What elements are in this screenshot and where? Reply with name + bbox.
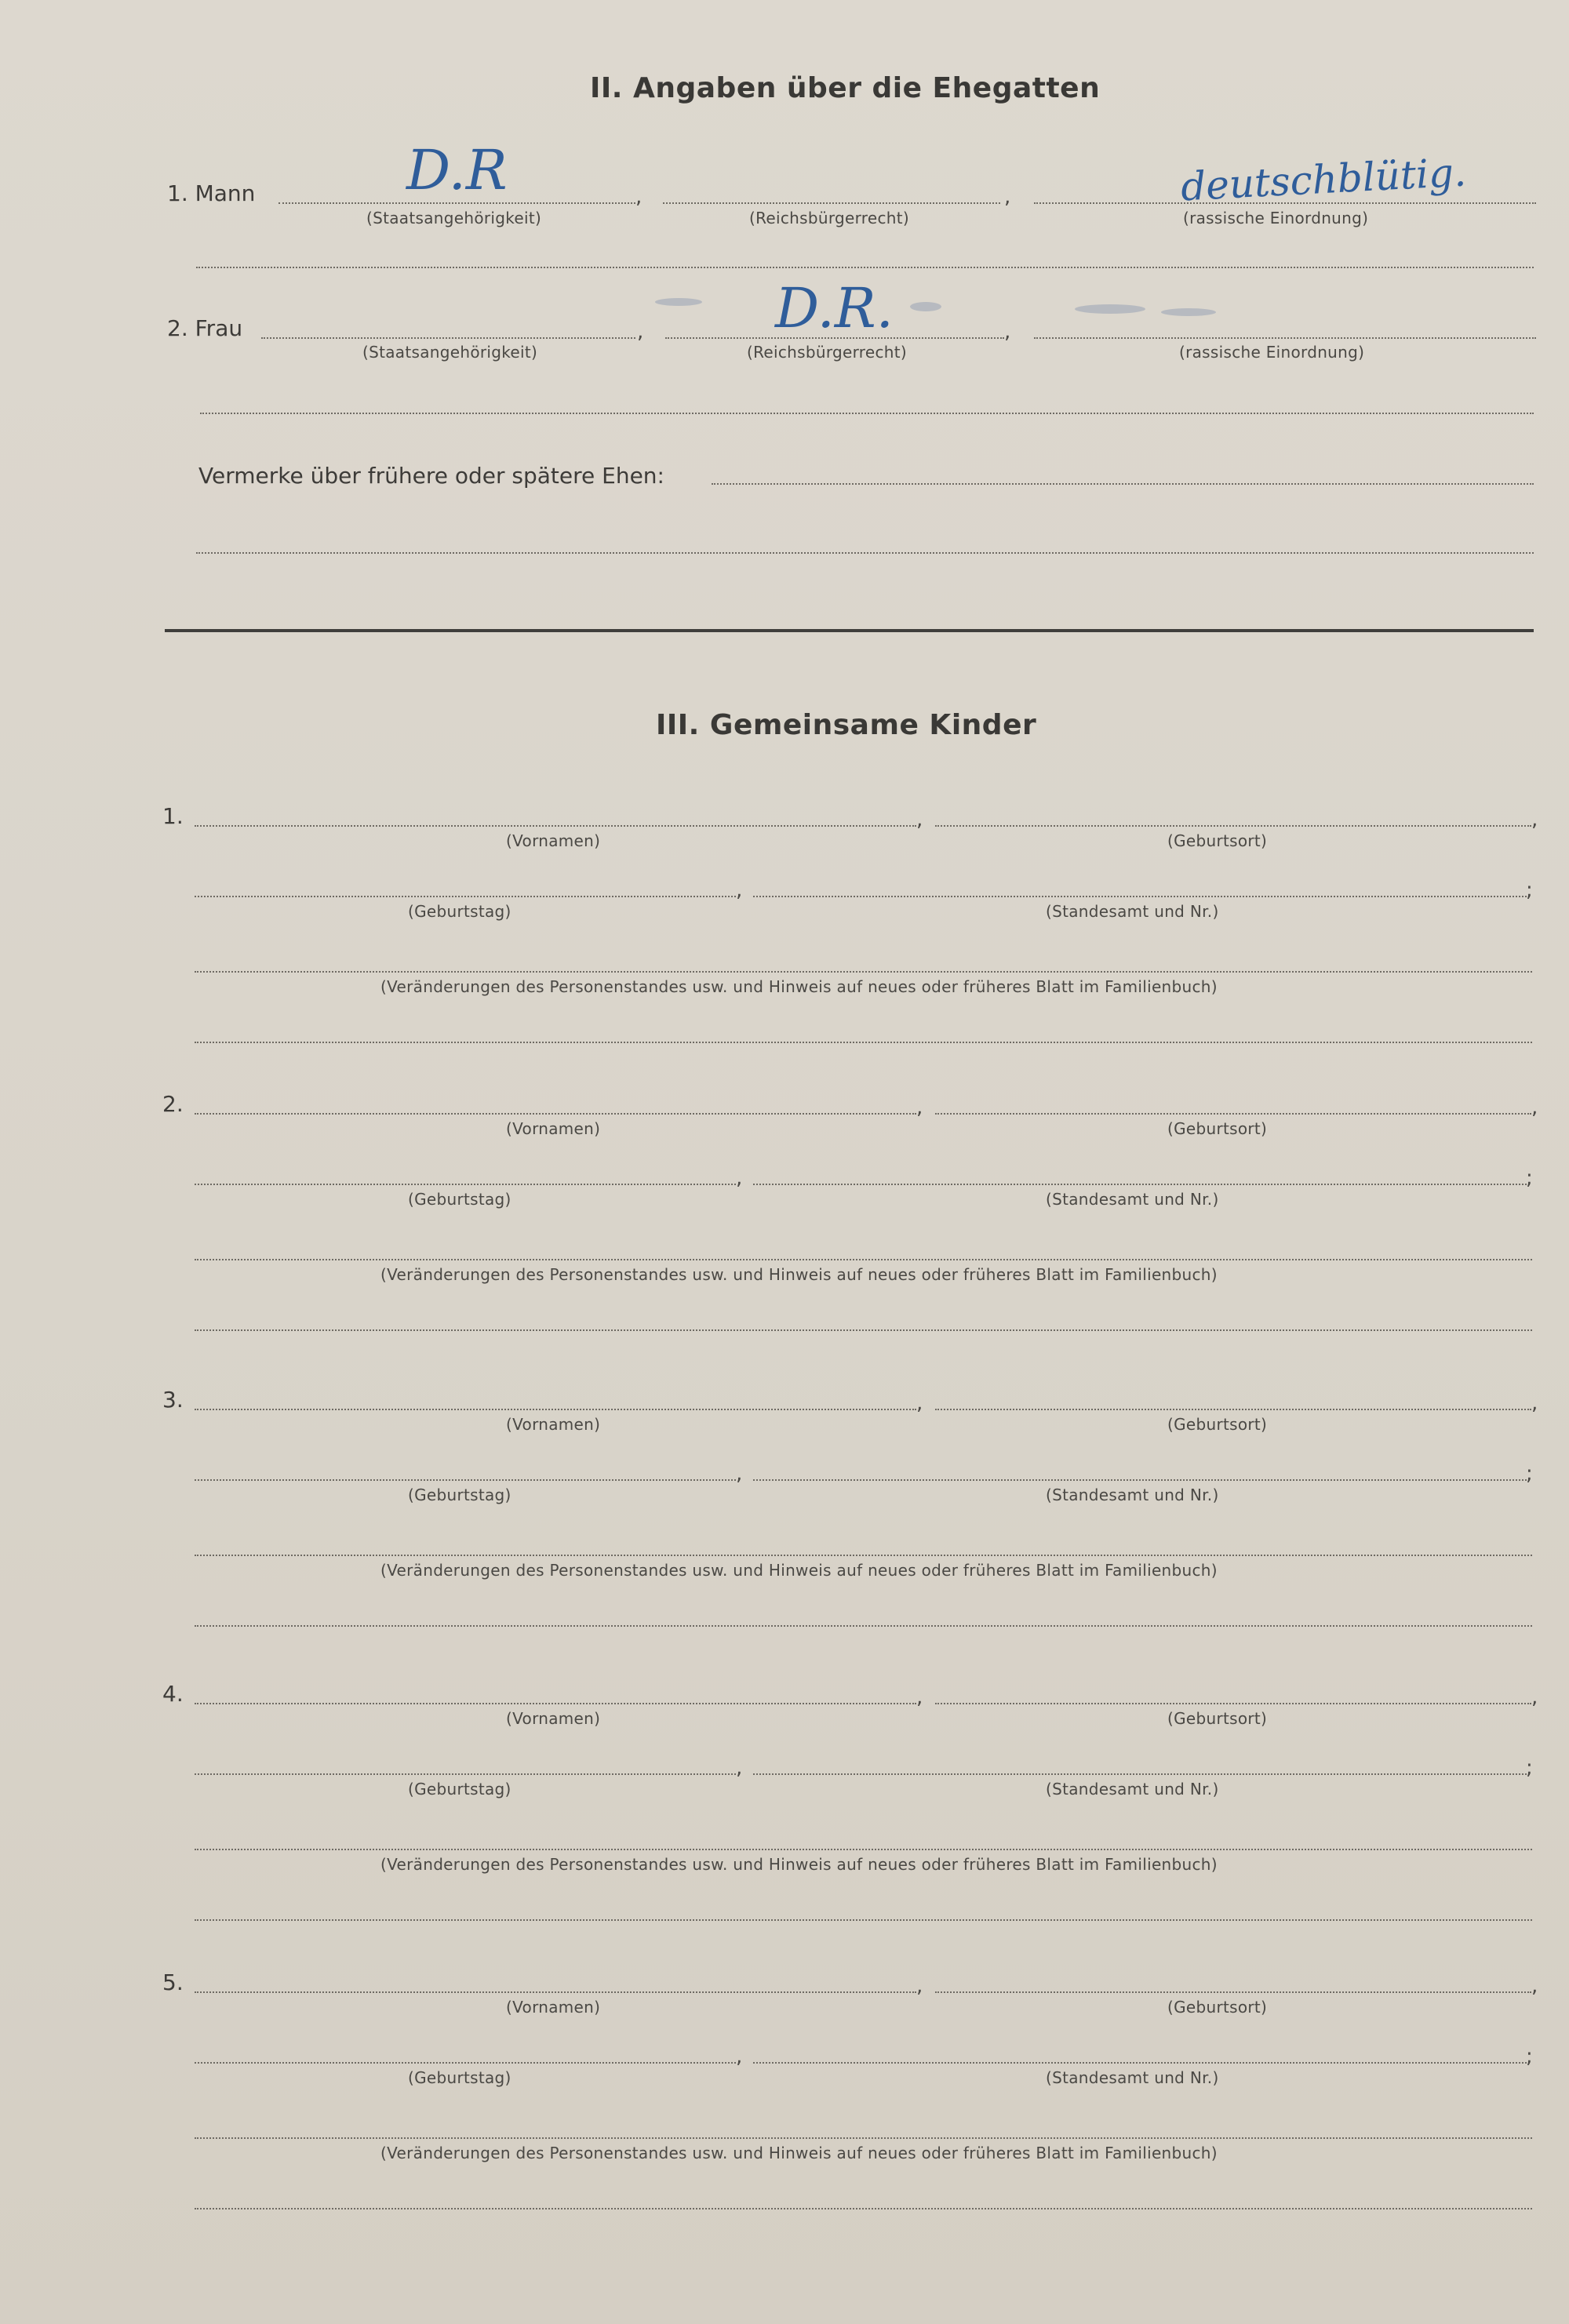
child-vornamen-caption: (Vornamen)	[506, 831, 601, 850]
child-geburtsort-field[interactable]	[935, 825, 1531, 827]
mann-label: 1. Mann	[167, 180, 256, 206]
child-vornamen-field[interactable]	[195, 1409, 916, 1410]
child-geburtstag-field[interactable]	[195, 1184, 736, 1185]
comma: ,	[1531, 1391, 1538, 1415]
semicolon: ;	[1526, 1756, 1533, 1780]
child-geburtsort-field[interactable]	[935, 1409, 1531, 1410]
child-vornamen-field[interactable]	[195, 1991, 916, 1993]
child-vornamen-field[interactable]	[195, 1703, 916, 1704]
child-veraenderungen-field[interactable]	[195, 1259, 1532, 1260]
comma: ,	[1531, 1096, 1538, 1119]
child-geburtsort-field[interactable]	[935, 1991, 1531, 1993]
child-extra-line[interactable]	[195, 2208, 1532, 2209]
child-vornamen-caption: (Vornamen)	[506, 1119, 601, 1138]
frau-reich-handwriting: D.R.	[775, 276, 894, 340]
child-geburtsort-caption: (Geburtsort)	[1167, 1119, 1268, 1138]
frau-rasse-caption: (rassische Einordnung)	[1179, 343, 1365, 362]
semicolon: ;	[1526, 1462, 1533, 1486]
child-veraenderungen-field[interactable]	[195, 2137, 1532, 2139]
child-number: 2.	[162, 1091, 184, 1117]
comma: ,	[916, 1974, 923, 1998]
mann-reich-caption: (Reichsbürgerrecht)	[749, 209, 909, 227]
child-extra-line[interactable]	[195, 1042, 1532, 1043]
child-vornamen-field[interactable]	[195, 825, 916, 827]
child-vornamen-caption: (Vornamen)	[506, 1415, 601, 1434]
child-geburtstag-caption: (Geburtstag)	[408, 1780, 511, 1798]
comma: ,	[736, 1462, 743, 1486]
semicolon: ;	[1526, 878, 1533, 902]
child-vornamen-field[interactable]	[195, 1113, 916, 1115]
child-standesamt-caption: (Standesamt und Nr.)	[1046, 1190, 1219, 1209]
comma: ,	[736, 2045, 743, 2068]
child-geburtsort-caption: (Geburtsort)	[1167, 1415, 1268, 1434]
child-geburtsort-field[interactable]	[935, 1113, 1531, 1115]
child-standesamt-field[interactable]	[753, 896, 1530, 897]
child-number: 5.	[162, 1969, 184, 1995]
comma: ,	[736, 1756, 743, 1780]
child-number: 1.	[162, 803, 184, 829]
child-veraenderungen-caption: (Veränderungen des Personenstandes usw. und Hinweis auf neues oder früheres Blatt im Familienbuch)	[380, 1265, 1218, 1284]
mann-rasse-caption: (rassische Einordnung)	[1183, 209, 1369, 227]
child-geburtstag-caption: (Geburtstag)	[408, 902, 511, 921]
comma: ,	[736, 1166, 743, 1190]
child-geburtstag-field[interactable]	[195, 1479, 736, 1481]
child-veraenderungen-caption: (Veränderungen des Personenstandes usw. und Hinweis auf neues oder früheres Blatt im Familienbuch)	[380, 1855, 1218, 1874]
frau-extra-line[interactable]	[200, 413, 1534, 414]
comma: ,	[1531, 1974, 1538, 1998]
child-geburtstag-field[interactable]	[195, 896, 736, 897]
ink-smudge	[655, 298, 702, 306]
child-standesamt-caption: (Standesamt und Nr.)	[1046, 2068, 1219, 2087]
child-veraenderungen-caption: (Veränderungen des Personenstandes usw. und Hinweis auf neues oder früheres Blatt im Familienbuch)	[380, 977, 1218, 996]
frau-staat-caption: (Staatsangehörigkeit)	[362, 343, 538, 362]
comma: ,	[1004, 320, 1011, 344]
comma: ,	[736, 878, 743, 902]
semicolon: ;	[1526, 2045, 1533, 2068]
mann-staat-field[interactable]	[278, 202, 635, 204]
child-standesamt-field[interactable]	[753, 2062, 1530, 2064]
section-2-title: II. Angaben über die Ehegatten	[590, 72, 1101, 104]
section-divider	[165, 629, 1534, 632]
child-geburtsort-caption: (Geburtsort)	[1167, 1998, 1268, 2017]
child-geburtstag-caption: (Geburtstag)	[408, 1190, 511, 1209]
comma: ,	[916, 1686, 923, 1709]
child-number: 3.	[162, 1387, 184, 1413]
child-extra-line[interactable]	[195, 1919, 1532, 1921]
vermerke-field[interactable]	[712, 483, 1534, 485]
child-extra-line[interactable]	[195, 1329, 1532, 1331]
ink-smudge	[910, 302, 941, 311]
child-veraenderungen-caption: (Veränderungen des Personenstandes usw. und Hinweis auf neues oder früheres Blatt im Familienbuch)	[380, 1561, 1218, 1580]
mann-extra-line[interactable]	[196, 267, 1534, 268]
child-veraenderungen-field[interactable]	[195, 1555, 1532, 1556]
section-3-title: III. Gemeinsame Kinder	[656, 709, 1037, 741]
child-veraenderungen-caption: (Veränderungen des Personenstandes usw. und Hinweis auf neues oder früheres Blatt im Familienbuch)	[380, 2144, 1218, 2162]
child-geburtstag-field[interactable]	[195, 1773, 736, 1775]
frau-label: 2. Frau	[167, 315, 243, 341]
mann-reich-field[interactable]	[663, 202, 1000, 204]
vermerke-label: Vermerke über frühere oder spätere Ehen:	[198, 463, 664, 489]
mann-rasse-handwriting: deutschblütig.	[1179, 149, 1468, 210]
comma: ,	[1531, 808, 1538, 831]
child-geburtstag-caption: (Geburtstag)	[408, 2068, 511, 2087]
child-standesamt-caption: (Standesamt und Nr.)	[1046, 902, 1219, 921]
comma: ,	[1531, 1686, 1538, 1709]
child-geburtsort-caption: (Geburtsort)	[1167, 831, 1268, 850]
child-standesamt-field[interactable]	[753, 1184, 1530, 1185]
ink-smudge	[1161, 308, 1216, 316]
child-standesamt-caption: (Standesamt und Nr.)	[1046, 1780, 1219, 1798]
vermerke-extra-line[interactable]	[196, 552, 1534, 554]
child-geburtstag-field[interactable]	[195, 2062, 736, 2064]
child-geburtsort-field[interactable]	[935, 1703, 1531, 1704]
frau-staat-field[interactable]	[261, 337, 635, 339]
child-vornamen-caption: (Vornamen)	[506, 1709, 601, 1728]
child-standesamt-field[interactable]	[753, 1773, 1530, 1775]
comma: ,	[1004, 185, 1011, 209]
child-number: 4.	[162, 1681, 184, 1707]
comma: ,	[916, 1096, 923, 1119]
comma: ,	[916, 808, 923, 831]
child-standesamt-field[interactable]	[753, 1479, 1530, 1481]
mann-staat-handwriting: D.R	[406, 138, 508, 202]
ink-smudge	[1075, 304, 1145, 314]
frau-reich-caption: (Reichsbürgerrecht)	[747, 343, 907, 362]
comma: ,	[637, 320, 644, 344]
frau-rasse-field[interactable]	[1034, 337, 1536, 339]
mann-staat-caption: (Staatsangehörigkeit)	[366, 209, 542, 227]
child-geburtsort-caption: (Geburtsort)	[1167, 1709, 1268, 1728]
comma: ,	[635, 185, 643, 209]
child-geburtstag-caption: (Geburtstag)	[408, 1486, 511, 1504]
semicolon: ;	[1526, 1166, 1533, 1190]
child-veraenderungen-field[interactable]	[195, 1849, 1532, 1850]
child-vornamen-caption: (Vornamen)	[506, 1998, 601, 2017]
comma: ,	[916, 1391, 923, 1415]
child-extra-line[interactable]	[195, 1625, 1532, 1627]
child-standesamt-caption: (Standesamt und Nr.)	[1046, 1486, 1219, 1504]
child-veraenderungen-field[interactable]	[195, 971, 1532, 973]
